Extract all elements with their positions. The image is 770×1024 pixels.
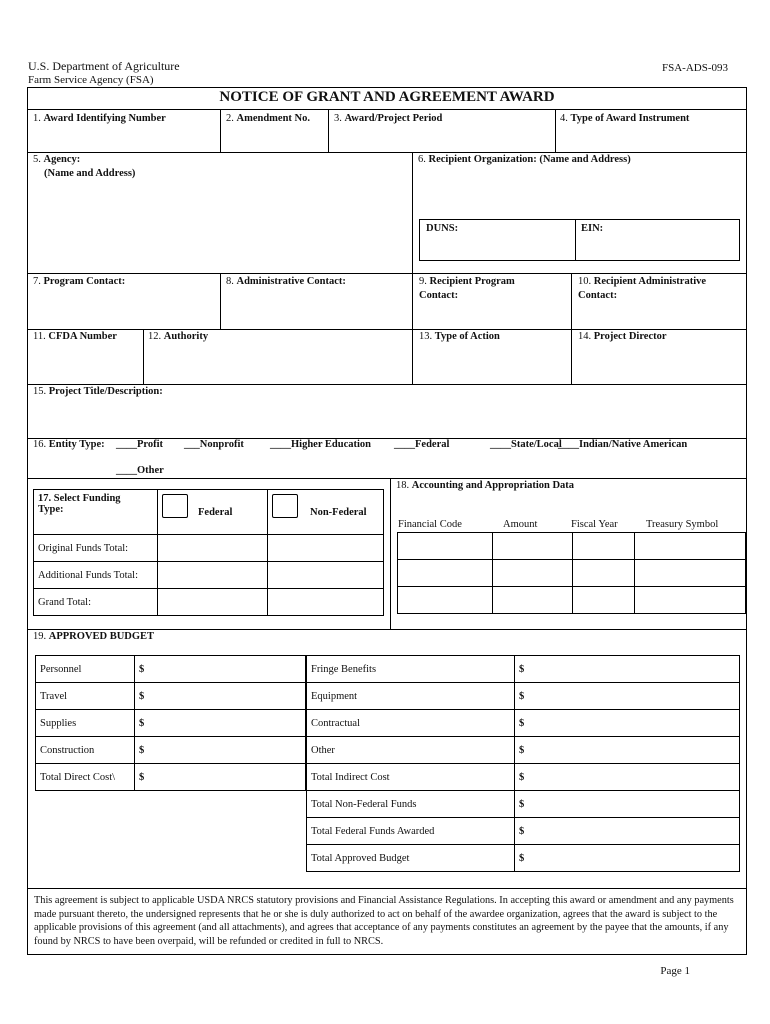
acct-cell[interactable]	[493, 533, 573, 560]
cfda-label: 11. CFDA Number	[33, 331, 117, 342]
entity-indian-native-american[interactable]: ____Indian/Native American	[558, 439, 688, 450]
project-period-label: 3. Award/Project Period	[334, 113, 443, 124]
entity-type-label: 16. Entity Type:	[33, 439, 105, 450]
non-federal-checkbox[interactable]	[272, 494, 298, 518]
budget-label: Other	[307, 737, 515, 764]
select-funding-label: 17. Select Funding Type:	[34, 490, 158, 535]
acct-cell[interactable]	[573, 533, 635, 560]
funding-nonfederal-cell[interactable]	[268, 562, 384, 589]
budget-amount[interactable]: $	[515, 764, 740, 791]
budget-amount[interactable]: $	[135, 656, 306, 683]
budget-amount[interactable]: $	[515, 737, 740, 764]
budget-amount[interactable]: $	[135, 710, 306, 737]
budget-label: Total Federal Funds Awarded	[307, 818, 515, 845]
funding-row-label: Grand Total:	[34, 589, 158, 616]
funding-row-label: Original Funds Total:	[34, 535, 158, 562]
budget-left-table	[35, 655, 306, 791]
accounting-label: 18. Accounting and Appropriation Data	[396, 480, 575, 491]
budget-amount[interactable]: $	[135, 683, 306, 710]
acct-header-financial-code: Financial Code	[398, 519, 462, 530]
budget-label: Equipment	[307, 683, 515, 710]
accounting-table	[397, 532, 746, 614]
budget-label: Personnel	[36, 656, 135, 683]
funding-federal-cell[interactable]	[158, 562, 268, 589]
funding-federal-cell[interactable]	[158, 535, 268, 562]
duns-ein-box	[419, 219, 740, 261]
acct-cell[interactable]	[398, 533, 493, 560]
amendment-label: 2. Amendment No.	[226, 113, 310, 124]
department-name: U.S. Department of Agriculture	[28, 59, 180, 73]
acct-cell[interactable]	[635, 560, 746, 587]
budget-right-table	[306, 655, 740, 872]
form-title: NOTICE OF GRANT AND AGREEMENT AWARD	[219, 89, 555, 105]
budget-label: Contractual	[307, 710, 515, 737]
program-contact-label: 7. Program Contact:	[33, 276, 126, 287]
entity-other[interactable]: ____Other	[116, 465, 164, 476]
recipient-admin-contact-label: 10. Recipient Administrative	[578, 276, 707, 287]
duns-label: DUNS:	[426, 223, 459, 234]
budget-label: Travel	[36, 683, 135, 710]
recipient-program-contact-sublabel: Contact:	[419, 290, 459, 301]
budget-amount[interactable]: $	[515, 683, 740, 710]
authority-label: 12. Authority	[148, 331, 209, 342]
budget-label: Total Direct Cost\	[36, 764, 135, 791]
agency-name: Farm Service Agency (FSA)	[28, 74, 154, 86]
agency-sublabel: (Name and Address)	[44, 168, 136, 179]
acct-header-amount: Amount	[503, 519, 538, 530]
funding-nonfederal-cell[interactable]	[268, 589, 384, 616]
funding-type-table	[33, 489, 384, 616]
approved-budget-label: 19. APPROVED BUDGET	[33, 631, 155, 642]
acct-cell[interactable]	[635, 533, 746, 560]
budget-label: Total Non-Federal Funds	[307, 791, 515, 818]
federal-checkbox[interactable]	[162, 494, 188, 518]
entity-federal[interactable]: ____Federal	[394, 439, 450, 450]
budget-amount[interactable]: $	[515, 818, 740, 845]
funding-federal-cell[interactable]	[158, 589, 268, 616]
budget-amount[interactable]: $	[515, 710, 740, 737]
project-director-label: 14. Project Director	[578, 331, 667, 342]
budget-label: Fringe Benefits	[307, 656, 515, 683]
form-number: FSA-ADS-093	[661, 62, 728, 74]
award-instrument-label: 4. Type of Award Instrument	[560, 113, 690, 124]
entity-nonprofit[interactable]: ___Nonprofit	[184, 439, 244, 450]
acct-cell[interactable]	[635, 587, 746, 614]
terms-statement: This agreement is subject to applicable USDA NRCS statutory provisions and Financial Assistance Regulations. In accepting this award or amendment and any payments made pursuant thereto, the undersigned represents that he or she is duly authorized to act on behalf of the awardee organization, agrees that the award is subject to the applicable provisions of this agreement (and all attachments), and agrees that acceptance of any payments constitutes an agreement by the payee that the amounts, if any found by NRCS to have been overpaid, will be refunded or credited in full to NRCS.	[34, 895, 734, 947]
budget-amount[interactable]: $	[515, 791, 740, 818]
budget-amount[interactable]: $	[515, 845, 740, 872]
funding-row-label: Additional Funds Total:	[34, 562, 158, 589]
budget-label: Supplies	[36, 710, 135, 737]
admin-contact-label: 8. Administrative Contact:	[226, 276, 346, 287]
type-of-action-label: 13. Type of Action	[419, 331, 500, 342]
agency-label: 5. Agency:	[33, 154, 81, 165]
federal-option: Federal	[158, 490, 268, 535]
project-title-label: 15. Project Title/Description:	[33, 386, 163, 397]
entity-state-local[interactable]: ____State/Local	[490, 439, 562, 450]
acct-cell[interactable]	[398, 560, 493, 587]
budget-label: Construction	[36, 737, 135, 764]
acct-header-fiscal-year: Fiscal Year	[571, 519, 618, 530]
entity-higher-education[interactable]: ____Higher Education	[270, 439, 372, 450]
budget-amount[interactable]: $	[135, 737, 306, 764]
acct-cell[interactable]	[573, 560, 635, 587]
award-id-label: 1. Award Identifying Number	[33, 113, 166, 124]
recipient-admin-contact-sublabel: Contact:	[578, 290, 618, 301]
acct-cell[interactable]	[493, 587, 573, 614]
entity-profit[interactable]: ____Profit	[116, 439, 164, 450]
recipient-org-label: 6. Recipient Organization: (Name and Address)	[418, 154, 631, 165]
acct-cell[interactable]	[398, 587, 493, 614]
award-form	[27, 87, 747, 955]
recipient-program-contact-label: 9. Recipient Program	[419, 276, 515, 287]
non-federal-option: Non-Federal	[268, 490, 384, 535]
budget-amount[interactable]: $	[515, 656, 740, 683]
page-number: Page 1	[660, 965, 690, 977]
budget-label: Total Indirect Cost	[307, 764, 515, 791]
acct-cell[interactable]	[493, 560, 573, 587]
acct-header-treasury-symbol: Treasury Symbol	[646, 519, 719, 530]
funding-nonfederal-cell[interactable]	[268, 535, 384, 562]
acct-cell[interactable]	[573, 587, 635, 614]
ein-label: EIN:	[581, 223, 604, 234]
budget-amount[interactable]: $	[135, 764, 306, 791]
budget-label: Total Approved Budget	[307, 845, 515, 872]
